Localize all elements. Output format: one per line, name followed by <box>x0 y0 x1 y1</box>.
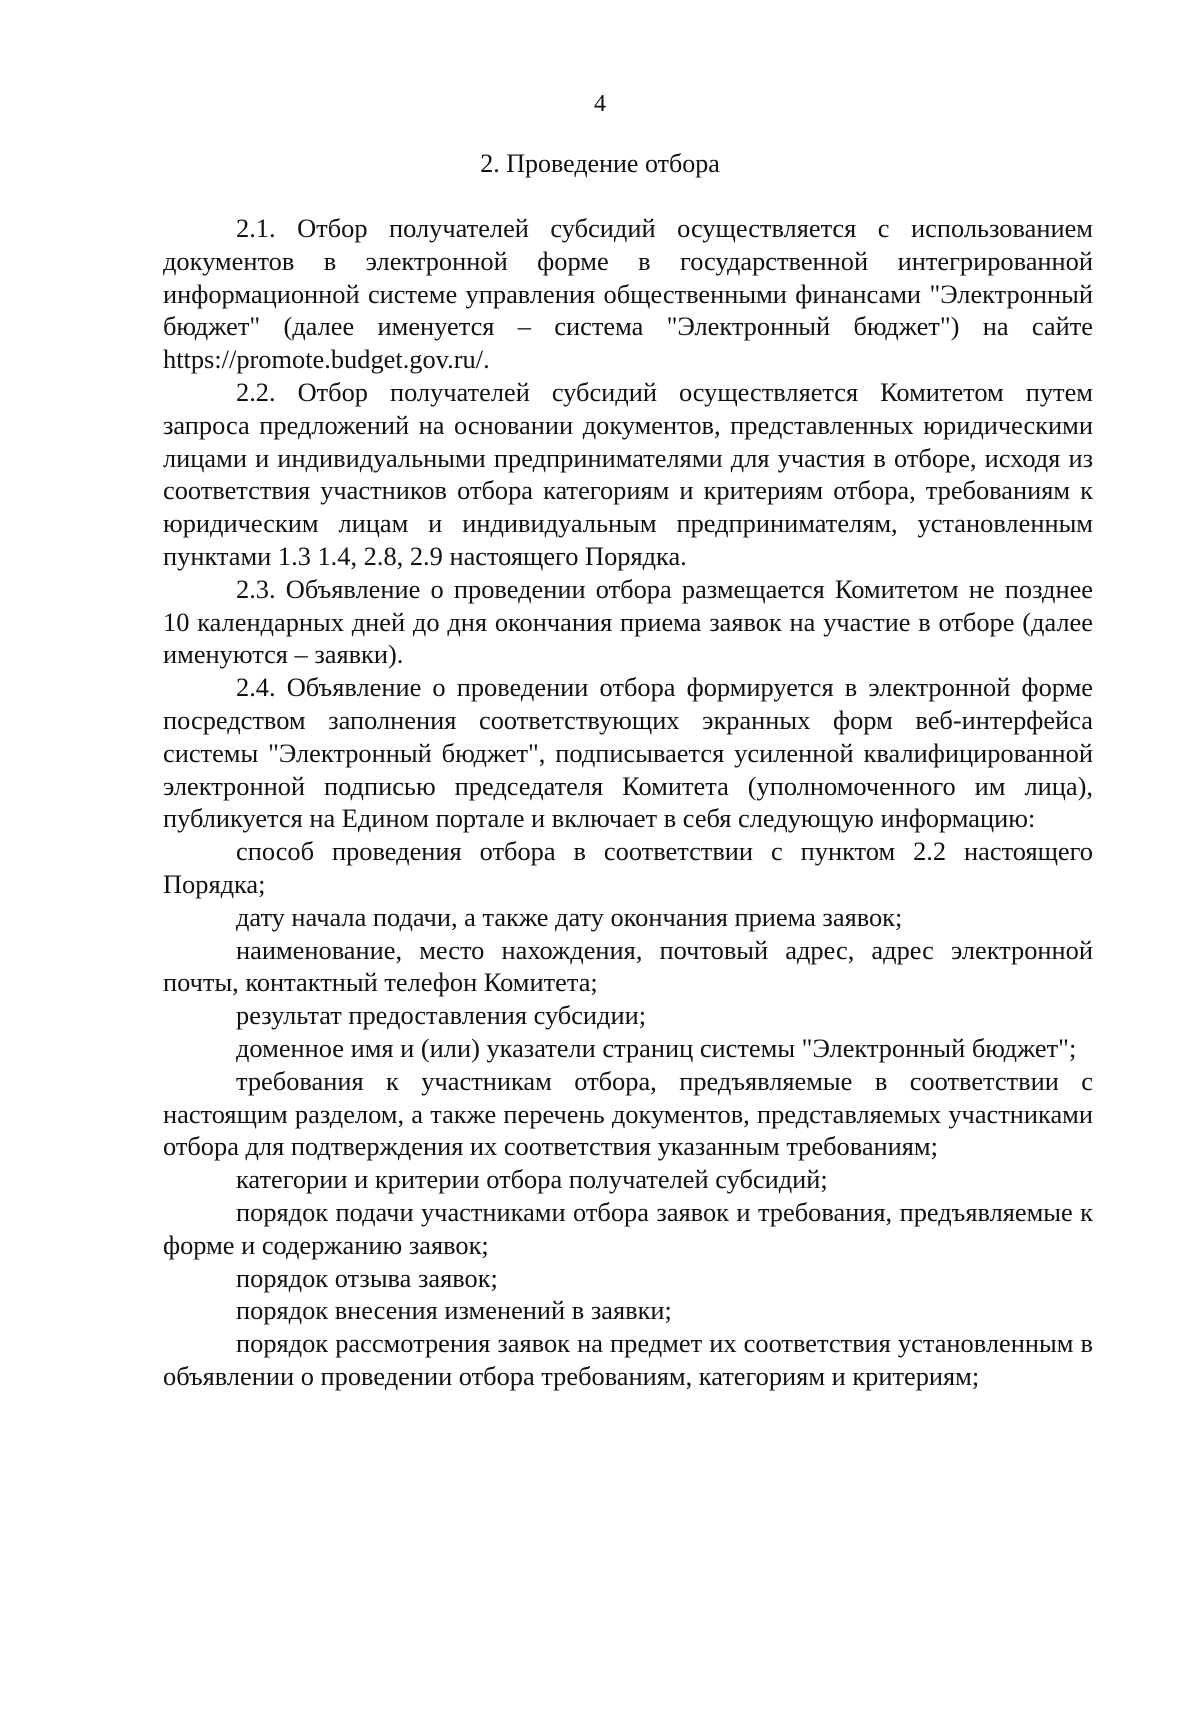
list-item: категории и критерии отбора получателей субсидий; <box>236 1164 828 1195</box>
paragraph-2-4: 2.4. Объявление о проведении отбора формируется в электронной форме посредством заполнения соответствующих экранных форм веб-интерфейса системы "Электронный бюджет", подписывается усиленной квалифицированной электронной подписью председателя Комитета (уполномоченного им лица), публикуется на Едином портале и включает в себя следующую информацию: <box>163 672 1093 834</box>
document-body <box>163 212 1093 1393</box>
list-item: наименование, место нахождения, почтовый адрес, адрес электронной почты, контактный телефон Комитета; <box>163 934 1093 998</box>
list-item: порядок рассмотрения заявок на предмет их соответствия установленным в объявлении о проведении отбора требованиям, категориям и критериям; <box>163 1328 1093 1391</box>
section-title: 2. Проведение отбора <box>480 149 720 178</box>
paragraph-2-1: 2.1. Отбор получателей субсидий осуществляется с использованием документов в электронной форме в государственной интегрированной информационной системе управления общественными финансами "Электронный бюджет" (далее именуется – система "Электронный бюджет") на сайте https://promote.budget.gov.ru/. <box>163 213 1093 375</box>
list-item: порядок внесения изменений в заявки; <box>236 1295 672 1326</box>
list-item: результат предоставления субсидии; <box>236 1000 647 1031</box>
list-item: порядок подачи участниками отбора заявок и требования, предъявляемые к форме и содержанию заявок; <box>163 1196 1093 1260</box>
list-item: дату начала подачи, а также дату окончания приема заявок; <box>236 901 903 932</box>
list-item: способ проведения отбора в соответствии с пунктом 2.2 настоящего Порядка; <box>163 836 1093 899</box>
page-number: 4 <box>594 91 606 117</box>
paragraph-2-3: 2.3. Объявление о проведении отбора размещается Комитетом не позднее 10 календарных дней до дня окончания приема заявок на участие в отборе (далее именуются – заявки). <box>163 573 1093 670</box>
list-item: требования к участникам отбора, предъявляемые в соответствии с настоящим разделом, а также перечень документов, представляемых участниками отбора для подтверждения их соответствия указанным требованиям; <box>163 1065 1093 1162</box>
list-item: доменное имя и (или) указатели страниц системы "Электронный бюджет"; <box>236 1032 1077 1063</box>
list-item: порядок отзыва заявок; <box>236 1262 498 1293</box>
paragraph-2-2: 2.2. Отбор получателей субсидий осуществляется Комитетом путем запроса предложений на основании документов, представленных юридическими лицами и индивидуальными предпринимателями для участия в отборе, исходя из соответствия участников отбора категориям и критериям отбора, требованиям к юридическим лицам и индивидуальным предпринимателям, установленным пунктами 1.3 1.4, 2.8, 2.9 настоящего Порядка. <box>163 376 1093 571</box>
